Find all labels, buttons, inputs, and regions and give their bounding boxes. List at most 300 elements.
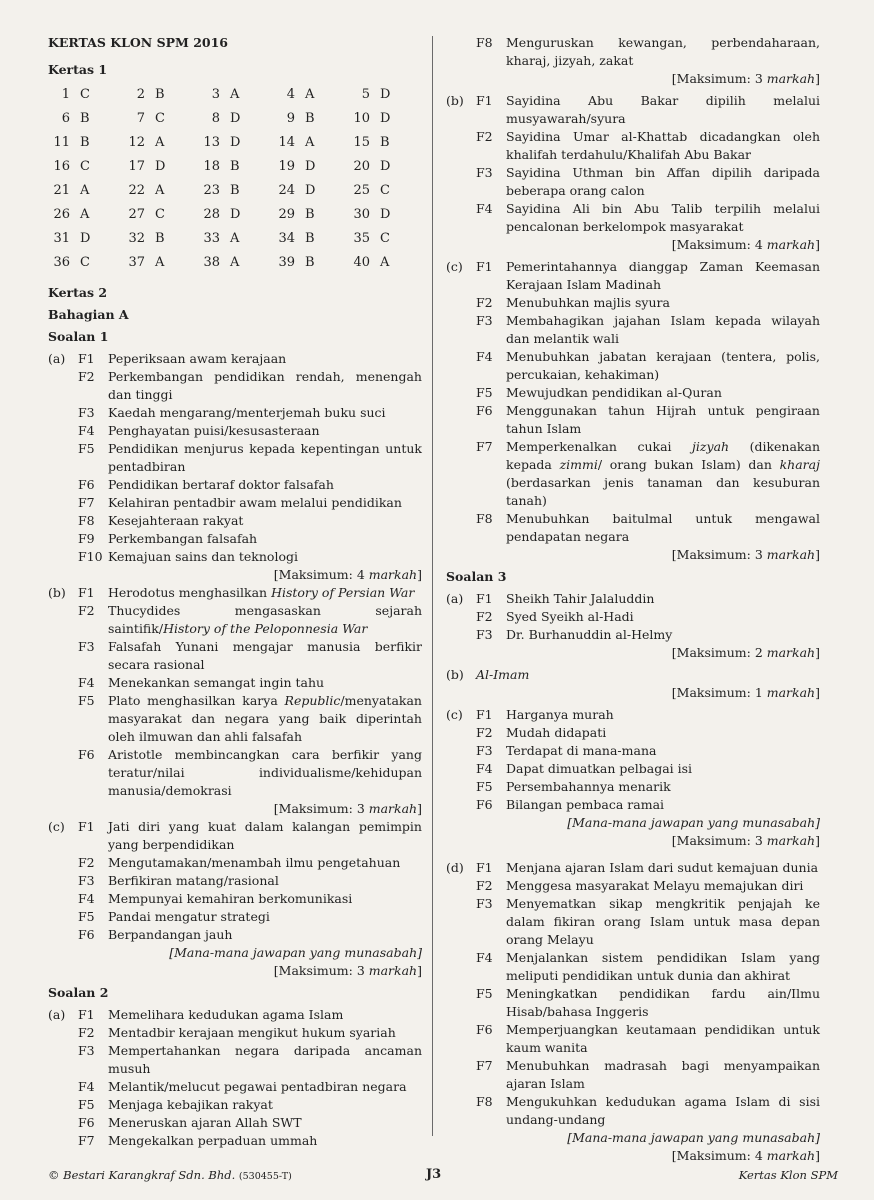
- item-code: F6: [476, 1022, 493, 1037]
- answer-cell: [198, 203, 273, 227]
- answer-letter: D: [305, 159, 316, 174]
- answer-cell: [348, 131, 423, 155]
- document-title: KERTAS KLON SPM 2016: [48, 35, 228, 50]
- answer-cell: [198, 227, 273, 251]
- item-code: F2: [476, 295, 493, 310]
- soalan3-b: [446, 666, 820, 702]
- item-code: F2: [476, 129, 493, 144]
- answer-number: 4: [286, 87, 295, 102]
- answer-item: [78, 350, 422, 368]
- part-label: (a): [48, 1007, 66, 1022]
- answer-cell: [123, 83, 198, 107]
- answer-item: [78, 674, 422, 692]
- answer-letter: A: [305, 87, 315, 102]
- soalan3-heading: Soalan 3: [446, 569, 507, 584]
- bahagian-heading: Bahagian A: [48, 307, 129, 322]
- answer-item: [476, 895, 820, 949]
- part-label: (c): [446, 707, 463, 722]
- answer-cell: [273, 251, 348, 275]
- part-label: (d): [446, 860, 464, 875]
- item-text: Dr. Burhanuddin al-Helmy: [506, 627, 673, 642]
- item-text: Sheikh Tahir Jalaluddin: [506, 591, 655, 606]
- item-text: Mempertahankan negara daripada ancaman musuh: [108, 1043, 422, 1076]
- item-text: Menjaga kebajikan rakyat: [108, 1097, 273, 1112]
- answer-letter: A: [155, 255, 165, 270]
- max-mark: [Maksimum: 3 markah]: [671, 547, 820, 562]
- soalan3-c-items: [476, 706, 820, 814]
- item-code: F4: [476, 349, 493, 364]
- answer-letter: B: [80, 135, 90, 150]
- answer-item: [476, 34, 820, 70]
- item-code: F2: [78, 369, 95, 384]
- answer-number: 22: [128, 183, 145, 198]
- answer-cell: [198, 83, 273, 107]
- answer-item: [78, 1132, 422, 1150]
- answer-cell: [273, 203, 348, 227]
- answer-item: [476, 724, 820, 742]
- answer-item: [476, 312, 820, 348]
- answer-letter: C: [80, 255, 90, 270]
- answer-cell: [48, 83, 123, 107]
- answer-item: [78, 1114, 422, 1132]
- answer-cell: [48, 131, 123, 155]
- item-code: F6: [476, 797, 493, 812]
- answer-number: 23: [203, 183, 220, 198]
- answer-item: [78, 854, 422, 872]
- answer-cell: [123, 155, 198, 179]
- answer-number: 24: [278, 183, 295, 198]
- answer-number: 21: [53, 183, 70, 198]
- soalan1-b: [48, 584, 422, 818]
- item-text: Sayidina Abu Bakar dipilih melalui musyawarah/syura: [506, 93, 820, 126]
- item-text: Memelihara kedudukan agama Islam: [108, 1007, 344, 1022]
- item-text: Sayidina Ali bin Abu Talib terpilih melalui pencalonan berkelompok masyarakat: [506, 201, 820, 234]
- item-code: F3: [78, 405, 95, 420]
- item-code: F3: [78, 1043, 95, 1058]
- answer-number: 7: [136, 111, 145, 126]
- answer-cell: [48, 227, 123, 251]
- item-text: Menggesa masyarakat Melayu memajukan diri: [506, 878, 804, 893]
- item-text: Perkembangan pendidikan rendah, menengah dan tinggi: [108, 369, 422, 402]
- item-text: Menjalankan sistem pendidikan Islam yang meliputi pendidikan untuk dunia dan akhirat: [506, 950, 820, 983]
- answer-number: 36: [53, 255, 70, 270]
- soalan1-a: [48, 350, 422, 584]
- item-text: Dapat dimuatkan pelbagai isi: [506, 761, 693, 776]
- item-code: F2: [78, 1025, 95, 1040]
- answer-number: 2: [136, 87, 145, 102]
- answer-cell: [348, 155, 423, 179]
- item-code: F6: [78, 1115, 95, 1130]
- answer-item: [78, 512, 422, 530]
- kertas1-heading: Kertas 1: [48, 62, 108, 77]
- answer-cell: [123, 131, 198, 155]
- item-text: Menyematkan sikap mengkritik penjajah ke dalam fikiran orang Islam untuk masa depan orang Melayu: [506, 896, 820, 947]
- item-code: F3: [78, 873, 95, 888]
- answer-item: [476, 985, 820, 1021]
- item-code: F6: [78, 747, 95, 762]
- answer-item: [476, 1093, 820, 1129]
- answer-number: 12: [128, 135, 145, 150]
- item-code: F5: [476, 779, 493, 794]
- answer-letter: C: [380, 183, 390, 198]
- answer-item: [476, 877, 820, 895]
- item-text: Menggunakan tahun Hijrah untuk pengiraan tahun Islam: [506, 403, 820, 436]
- max-mark: [Maksimum: 1 markah]: [671, 685, 820, 700]
- item-text: Melantik/melucut pegawai pentadbiran negara: [108, 1079, 407, 1094]
- answer-letter: B: [305, 207, 315, 222]
- answer-item: [476, 294, 820, 312]
- answer-item: [78, 692, 422, 746]
- soalan3-c: [446, 706, 820, 850]
- answer-number: 38: [203, 255, 220, 270]
- answer-item: [476, 402, 820, 438]
- soalan2-c: [446, 258, 820, 564]
- item-code: F9: [78, 531, 95, 546]
- item-text: Menubuhkan majlis syura: [506, 295, 670, 310]
- answer-number: 19: [278, 159, 295, 174]
- answer-letter: B: [155, 231, 165, 246]
- answer-item: [78, 548, 422, 566]
- item-code: F3: [476, 896, 493, 911]
- answer-cell: [48, 179, 123, 203]
- answer-item: [78, 530, 422, 548]
- item-text: Mengukuhkan kedudukan agama Islam di sisi undang-undang: [506, 1094, 820, 1127]
- item-text: Membahagikan jajahan Islam kepada wilayah dan melantik wali: [506, 313, 820, 346]
- soalan1-a-items: [78, 350, 422, 566]
- answer-number: 13: [203, 135, 220, 150]
- max-mark: [Maksimum: 3 markah]: [273, 963, 422, 978]
- item-text: Pendidikan menjurus kepada kepentingan untuk pentadbiran: [108, 441, 422, 474]
- item-code: F7: [78, 495, 95, 510]
- item-code: F5: [78, 693, 95, 708]
- item-code: F1: [78, 351, 95, 366]
- part-label: (a): [446, 591, 464, 606]
- part-label: (b): [48, 585, 66, 600]
- item-code: F1: [476, 93, 493, 108]
- footer-series-title: Kertas Klon SPM: [738, 1168, 838, 1182]
- item-text: Menubuhkan baitulmal untuk mengawal pendapatan negara: [506, 511, 820, 544]
- item-code: F4: [476, 201, 493, 216]
- item-code: F7: [476, 439, 493, 454]
- answer-letter: B: [305, 111, 315, 126]
- max-mark: [Maksimum: 4 markah]: [671, 1148, 820, 1163]
- answer-number: 15: [353, 135, 370, 150]
- item-text: Aristotle membincangkan cara berfikir yang teratur/nilai individualisme/kehidupan manusia/demokrasi: [108, 747, 422, 798]
- item-text: Menjana ajaran Islam dari sudut kemajuan dunia: [506, 860, 819, 875]
- answer-item: [78, 404, 422, 422]
- item-text: Mengutamakan/menambah ilmu pengetahuan: [108, 855, 401, 870]
- page-number: J3: [426, 1167, 442, 1182]
- answer-item: [476, 590, 820, 608]
- answer-item: [476, 438, 820, 510]
- item-code: F2: [476, 609, 493, 624]
- answer-number: 14: [278, 135, 295, 150]
- item-code: F1: [78, 819, 95, 834]
- item-text: Mengekalkan perpaduan ummah: [108, 1133, 318, 1148]
- answer-number: 39: [278, 255, 295, 270]
- item-text: Plato menghasilkan karya Republic/menyatakan masyarakat dan negara yang baik diperintah oleh ilmuwan dan ahli falsafah: [108, 693, 422, 744]
- answer-item: [476, 859, 820, 877]
- item-code: F4: [476, 950, 493, 965]
- answer-cell: [198, 155, 273, 179]
- answer-cell: [348, 83, 423, 107]
- answer-cell: [348, 179, 423, 203]
- part-label: (b): [446, 93, 464, 108]
- answer-item: [476, 348, 820, 384]
- item-text: Menubuhkan madrasah bagi menyampaikan ajaran Islam: [506, 1058, 820, 1091]
- answer-letter: B: [380, 135, 390, 150]
- item-code: F1: [476, 259, 493, 274]
- item-text: Kemajuan sains dan teknologi: [108, 549, 298, 564]
- answer-item: [78, 476, 422, 494]
- answer-item: [78, 1006, 422, 1024]
- answer-letter: A: [380, 255, 390, 270]
- max-mark: [Maksimum: 4 markah]: [273, 567, 422, 582]
- answer-item: [78, 368, 422, 404]
- item-code: F3: [78, 639, 95, 654]
- item-code: F5: [78, 1097, 95, 1112]
- item-text: Mentadbir kerajaan mengikut hukum syariah: [108, 1025, 396, 1040]
- answer-cell: [123, 107, 198, 131]
- answer-letter: B: [305, 255, 315, 270]
- answer-number: 6: [61, 111, 70, 126]
- answer-letter: C: [80, 87, 90, 102]
- answer-letter: A: [230, 87, 240, 102]
- item-text: Kaedah mengarang/menterjemah buku suci: [108, 405, 386, 420]
- item-text: Bilangan pembaca ramai: [506, 797, 665, 812]
- answer-item: [78, 908, 422, 926]
- soalan2-b-items: [476, 92, 820, 236]
- soalan2-heading: Soalan 2: [48, 985, 109, 1000]
- answer-item: [78, 818, 422, 854]
- answer-cell: [123, 251, 198, 275]
- item-code: F1: [476, 707, 493, 722]
- part-label: (c): [446, 259, 463, 274]
- answer-letter: B: [80, 111, 90, 126]
- soalan2-a-items-right: [476, 34, 820, 70]
- answer-number: 8: [211, 111, 220, 126]
- answer-number: 10: [353, 111, 370, 126]
- answer-note: [Mana-mana jawapan yang munasabah]: [169, 945, 422, 960]
- item-code: F1: [476, 591, 493, 606]
- item-code: F8: [476, 511, 493, 526]
- answer-cell: [273, 131, 348, 155]
- answer-item: [476, 949, 820, 985]
- answer-number: 17: [128, 159, 145, 174]
- publisher-credit: © Bestari Karangkraf Sdn. Bhd. (530455-T): [48, 1168, 292, 1182]
- answer-letter: D: [230, 135, 241, 150]
- item-text: Meneruskan ajaran Allah SWT: [108, 1115, 302, 1130]
- answer-letter: A: [230, 231, 240, 246]
- answer-number: 31: [53, 231, 70, 246]
- answer-letter: D: [230, 111, 241, 126]
- answer-item: [78, 1078, 422, 1096]
- answer-number: 33: [203, 231, 220, 246]
- item-code: F6: [78, 927, 95, 942]
- item-text: Pemerintahannya dianggap Zaman Keemasan Kerajaan Islam Madinah: [506, 259, 820, 292]
- part-label: (c): [48, 819, 65, 834]
- item-code: F4: [78, 1079, 95, 1094]
- answer-cell: [48, 155, 123, 179]
- item-code: F5: [78, 441, 95, 456]
- answer-item: [78, 602, 422, 638]
- part-label: (a): [48, 351, 66, 366]
- answer-number: 40: [353, 255, 370, 270]
- answer-letter: D: [155, 159, 166, 174]
- answer-item: [476, 1057, 820, 1093]
- item-code: F8: [78, 513, 95, 528]
- answer-cell: [348, 107, 423, 131]
- answer-item: [476, 92, 820, 128]
- answer-item: [476, 796, 820, 814]
- item-code: F2: [476, 725, 493, 740]
- left-column: [48, 34, 422, 1150]
- part-label: (b): [446, 667, 464, 682]
- answer-letter: A: [305, 135, 315, 150]
- answer-number: 5: [361, 87, 370, 102]
- item-code: F5: [78, 909, 95, 924]
- soalan1-c: [48, 818, 422, 980]
- item-text: Perkembangan falsafah: [108, 531, 258, 546]
- item-text: Jati diri yang kuat dalam kalangan pemimpin yang berpendidikan: [108, 819, 422, 852]
- soalan3-a-items: [476, 590, 820, 644]
- answer-letter: C: [380, 231, 390, 246]
- item-text: Persembahannya menarik: [506, 779, 671, 794]
- item-text: Menekankan semangat ingin tahu: [108, 675, 325, 690]
- answer-number: 25: [353, 183, 370, 198]
- answer-cell: [273, 107, 348, 131]
- answer-grid: [48, 83, 422, 275]
- soalan2-c-items: [476, 258, 820, 546]
- answer-letter: A: [155, 135, 165, 150]
- answer-item: [476, 1021, 820, 1057]
- column-divider: [432, 36, 433, 1136]
- soalan3-d-items: [476, 859, 820, 1129]
- item-code: F3: [476, 165, 493, 180]
- soalan1-heading: Soalan 1: [48, 329, 109, 344]
- answer-item: [476, 706, 820, 724]
- item-code: F1: [78, 1007, 95, 1022]
- item-code: F6: [476, 403, 493, 418]
- answer-cell: [273, 155, 348, 179]
- answer-letter: B: [155, 87, 165, 102]
- answer-item: [78, 890, 422, 908]
- answer-letter: D: [80, 231, 91, 246]
- answer-item: [476, 742, 820, 760]
- answer-letter: D: [230, 207, 241, 222]
- max-mark: [Maksimum: 3 markah]: [671, 71, 820, 86]
- max-mark: [Maksimum: 2 markah]: [671, 645, 820, 660]
- answer-cell: [48, 107, 123, 131]
- item-code: F3: [476, 743, 493, 758]
- item-text: Syed Syeikh al-Hadi: [506, 609, 634, 624]
- answer-cell: [198, 107, 273, 131]
- item-code: F4: [476, 761, 493, 776]
- answer-letter: A: [80, 183, 90, 198]
- answer-letter: B: [230, 159, 240, 174]
- answer-letter: A: [155, 183, 165, 198]
- kertas2-heading: Kertas 2: [48, 285, 108, 300]
- item-text: Pandai mengatur strategi: [108, 909, 270, 924]
- answer-letter: D: [380, 159, 391, 174]
- soalan2-a-right: [446, 34, 820, 88]
- answer-number: 29: [278, 207, 295, 222]
- answer-cell: [348, 227, 423, 251]
- item-code: F2: [476, 878, 493, 893]
- item-text: Kesejahteraan rakyat: [108, 513, 244, 528]
- answer-number: 18: [203, 159, 220, 174]
- answer-cell: [123, 227, 198, 251]
- item-text: Mewujudkan pendidikan al-Quran: [506, 385, 722, 400]
- item-text: Memperkenalkan cukai jizyah (dikenakan kepada zimmi/ orang bukan Islam) dan kharaj (berdasarkan jenis tanaman dan kesuburan tanah): [506, 439, 821, 508]
- answer-item: [78, 746, 422, 800]
- answer-number: 20: [353, 159, 370, 174]
- answer-cell: [273, 227, 348, 251]
- answer-letter: A: [80, 207, 90, 222]
- answer-number: 27: [128, 207, 145, 222]
- answer-item: [78, 638, 422, 674]
- right-column: [446, 34, 820, 1165]
- answer-item: [78, 1096, 422, 1114]
- answer-cell: [48, 203, 123, 227]
- item-code: F4: [78, 891, 95, 906]
- item-text: Harganya murah: [506, 707, 614, 722]
- answer-item: [476, 200, 820, 236]
- max-mark: [Maksimum: 3 markah]: [671, 833, 820, 848]
- item-code: F2: [78, 603, 95, 618]
- item-text: Meningkatkan pendidikan fardu ain/Ilmu Hisab/bahasa Inggeris: [506, 986, 820, 1019]
- item-code: F8: [476, 35, 493, 50]
- answer-item: [476, 510, 820, 546]
- item-code: F3: [476, 313, 493, 328]
- answer-letter: D: [380, 207, 391, 222]
- item-text: Sayidina Umar al-Khattab dicadangkan oleh khalifah terdahulu/Khalifah Abu Bakar: [506, 129, 820, 162]
- item-text: Peperiksaan awam kerajaan: [108, 351, 287, 366]
- soalan2-a-left: [48, 1006, 422, 1150]
- item-code: F1: [78, 585, 95, 600]
- answer-cell: [273, 83, 348, 107]
- answer-number: 37: [128, 255, 145, 270]
- item-code: F2: [78, 855, 95, 870]
- answer-item: [78, 422, 422, 440]
- answer-number: 35: [353, 231, 370, 246]
- soalan1-c-items: [78, 818, 422, 944]
- item-code: F5: [476, 986, 493, 1001]
- answer-letter: C: [80, 159, 90, 174]
- answer-item: [78, 1024, 422, 1042]
- answer-letter: D: [305, 183, 316, 198]
- item-text: Herodotus menghasilkan History of Persian War: [108, 585, 415, 600]
- answer-item: [78, 1042, 422, 1078]
- answer-item: [476, 128, 820, 164]
- item-text: Mudah didapati: [506, 725, 607, 740]
- answer-cell: [273, 179, 348, 203]
- answer-letter: C: [155, 111, 165, 126]
- answer-cell: [123, 203, 198, 227]
- item-text: Sayidina Uthman bin Affan dipilih daripada beberapa orang calon: [506, 165, 820, 198]
- soalan3-d: [446, 859, 820, 1165]
- answer-cell: [198, 131, 273, 155]
- item-text: Penghayatan puisi/kesusasteraan: [108, 423, 320, 438]
- answer-letter: C: [155, 207, 165, 222]
- answer-letter: B: [230, 183, 240, 198]
- item-text: Memperjuangkan keutamaan pendidikan untuk kaum wanita: [506, 1022, 820, 1055]
- max-mark: [Maksimum: 4 markah]: [671, 237, 820, 252]
- answer-letter: D: [380, 111, 391, 126]
- item-text: Berpandangan jauh: [108, 927, 233, 942]
- item-text: Kelahiran pentadbir awam melalui pendidikan: [108, 495, 402, 510]
- item-text: Berfikiran matang/rasional: [108, 873, 279, 888]
